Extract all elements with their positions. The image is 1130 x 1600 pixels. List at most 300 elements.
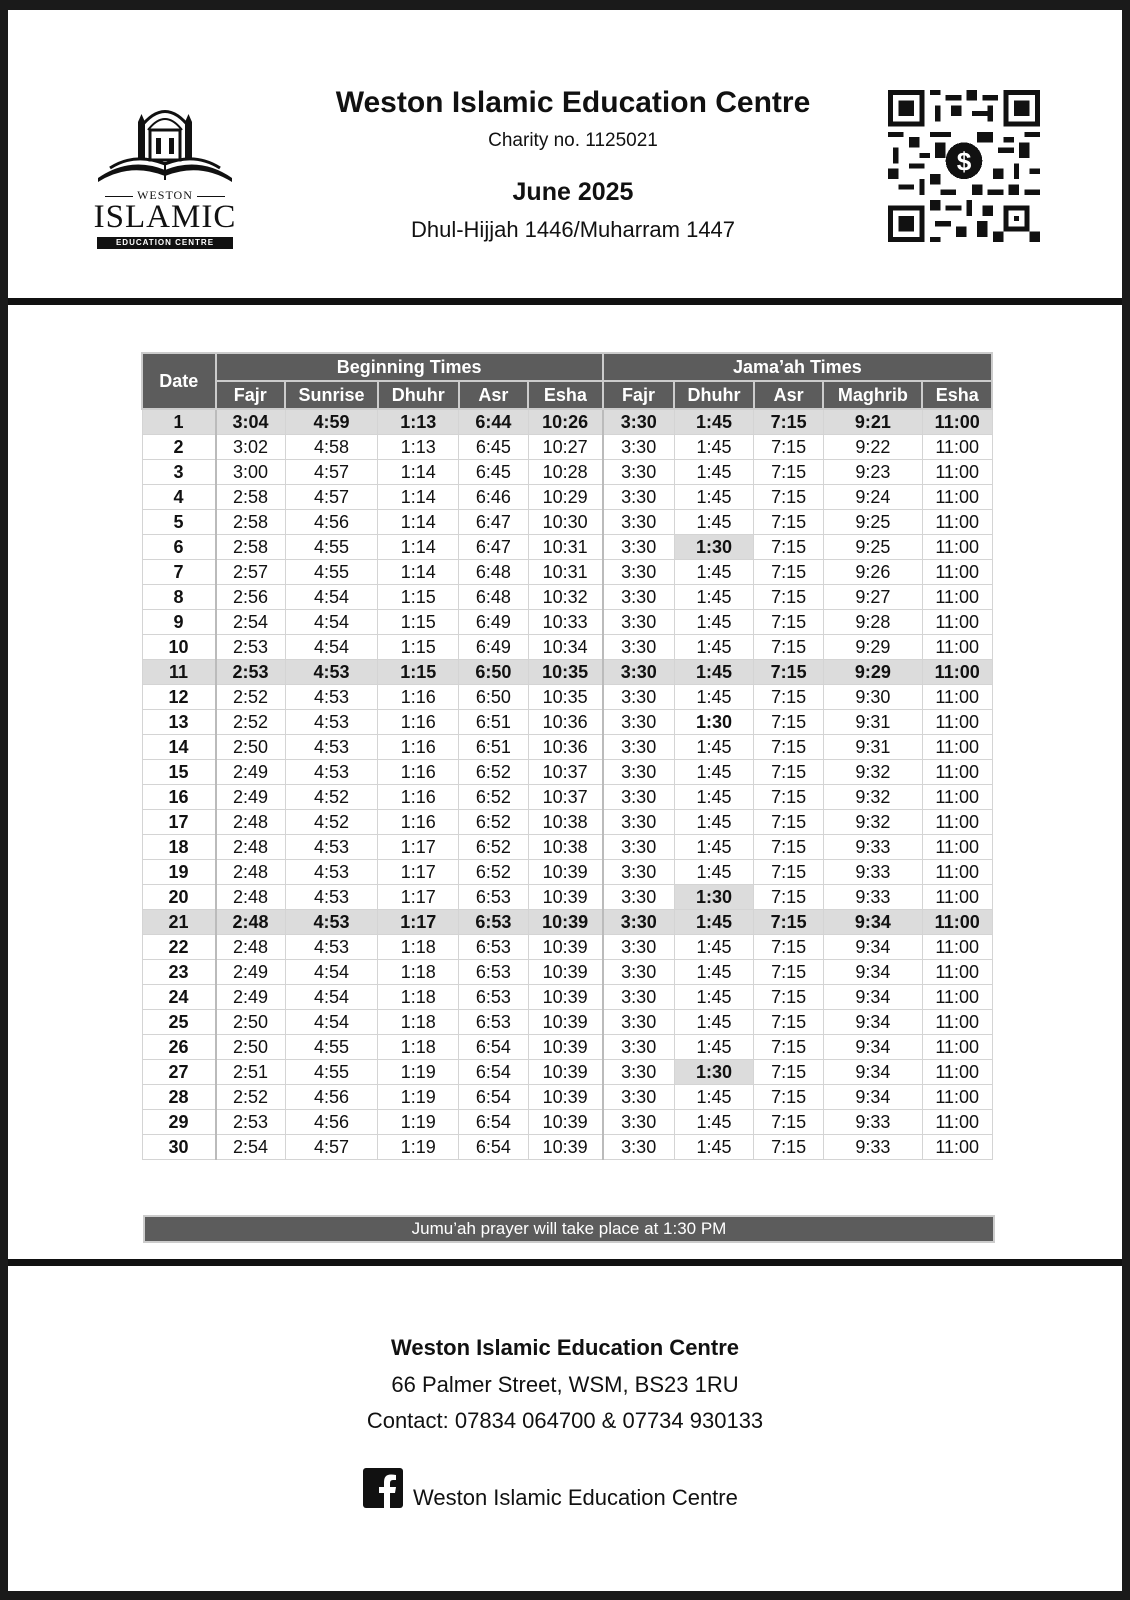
jamaah-times-header: Jama’ah Times	[603, 353, 992, 381]
time-cell: 1:17	[378, 860, 459, 885]
time-cell: 11:00	[922, 685, 992, 710]
table-row	[142, 1135, 992, 1160]
time-cell: 1:13	[378, 409, 459, 435]
time-cell: 7:15	[754, 985, 823, 1010]
time-cell: 1:16	[378, 785, 459, 810]
time-cell: 10:35	[528, 685, 603, 710]
table-row	[142, 409, 992, 435]
time-cell: 1:45	[674, 860, 754, 885]
time-cell: 1:45	[674, 635, 754, 660]
beginning-times-header: Beginning Times	[216, 353, 603, 381]
column-header: Dhuhr	[378, 381, 459, 409]
table-row	[142, 785, 992, 810]
time-cell: 10:36	[528, 735, 603, 760]
time-cell: 4:58	[285, 435, 378, 460]
time-cell: 10:37	[528, 785, 603, 810]
time-cell: 3:30	[603, 960, 675, 985]
time-cell: 1:45	[674, 485, 754, 510]
time-cell: 7:15	[754, 960, 823, 985]
time-cell: 6:50	[459, 685, 528, 710]
time-cell: 1:16	[378, 760, 459, 785]
time-cell: 6:45	[459, 460, 528, 485]
date-cell: 14	[142, 735, 216, 760]
date-cell: 10	[142, 635, 216, 660]
time-cell: 1:45	[674, 1135, 754, 1160]
time-cell: 11:00	[922, 785, 992, 810]
time-cell: 2:48	[216, 910, 285, 935]
time-cell: 9:22	[823, 435, 922, 460]
time-cell: 1:15	[378, 660, 459, 685]
table-row	[142, 985, 992, 1010]
time-cell: 2:54	[216, 610, 285, 635]
time-cell: 2:53	[216, 660, 285, 685]
time-cell: 3:02	[216, 435, 285, 460]
time-cell: 4:53	[285, 660, 378, 685]
time-cell: 9:30	[823, 685, 922, 710]
time-cell: 9:32	[823, 785, 922, 810]
time-cell: 1:16	[378, 810, 459, 835]
time-cell: 10:39	[528, 960, 603, 985]
time-cell: 10:34	[528, 635, 603, 660]
time-cell: 3:30	[603, 560, 675, 585]
time-cell: 1:16	[378, 685, 459, 710]
table-row	[142, 1035, 992, 1060]
time-cell: 11:00	[922, 510, 992, 535]
time-cell: 4:54	[285, 985, 378, 1010]
table-row	[142, 710, 992, 735]
time-cell: 9:33	[823, 860, 922, 885]
column-header: Dhuhr	[674, 381, 754, 409]
time-cell: 6:53	[459, 935, 528, 960]
time-cell: 1:14	[378, 560, 459, 585]
time-cell: 9:34	[823, 1010, 922, 1035]
time-cell: 10:29	[528, 485, 603, 510]
time-cell: 10:39	[528, 985, 603, 1010]
time-cell: 1:45	[674, 1035, 754, 1060]
qr-code-icon	[888, 90, 1040, 242]
time-cell: 2:52	[216, 685, 285, 710]
time-cell: 10:38	[528, 810, 603, 835]
time-cell: 3:30	[603, 610, 675, 635]
logo-islamic-text: ISLAMIC	[93, 199, 237, 235]
column-header: Esha	[922, 381, 992, 409]
time-cell: 11:00	[922, 585, 992, 610]
time-cell: 1:30	[674, 535, 754, 560]
time-cell: 9:33	[823, 1110, 922, 1135]
timetable-page	[8, 10, 1122, 1591]
table-row	[142, 485, 992, 510]
time-cell: 11:00	[922, 535, 992, 560]
time-cell: 11:00	[922, 560, 992, 585]
time-cell: 1:19	[378, 1060, 459, 1085]
date-cell: 17	[142, 810, 216, 835]
time-cell: 9:29	[823, 660, 922, 685]
date-cell: 13	[142, 710, 216, 735]
time-cell: 11:00	[922, 1135, 992, 1160]
time-cell: 4:53	[285, 910, 378, 935]
time-cell: 9:31	[823, 735, 922, 760]
time-cell: 6:52	[459, 785, 528, 810]
time-cell: 1:45	[674, 1110, 754, 1135]
date-cell: 9	[142, 610, 216, 635]
time-cell: 2:53	[216, 1110, 285, 1135]
logo-education-band: EDUCATION CENTRE	[97, 237, 233, 249]
time-cell: 1:17	[378, 885, 459, 910]
time-cell: 10:31	[528, 560, 603, 585]
date-cell: 18	[142, 835, 216, 860]
time-cell: 3:30	[603, 885, 675, 910]
time-cell: 10:26	[528, 409, 603, 435]
time-cell: 1:45	[674, 1010, 754, 1035]
time-cell: 7:15	[754, 510, 823, 535]
time-cell: 7:15	[754, 560, 823, 585]
time-cell: 1:45	[674, 760, 754, 785]
time-cell: 9:32	[823, 810, 922, 835]
time-cell: 1:16	[378, 710, 459, 735]
time-cell: 1:15	[378, 610, 459, 635]
table-row	[142, 910, 992, 935]
time-cell: 2:50	[216, 735, 285, 760]
time-cell: 3:30	[603, 460, 675, 485]
time-cell: 10:39	[528, 1010, 603, 1035]
time-cell: 1:45	[674, 835, 754, 860]
time-cell: 11:00	[922, 735, 992, 760]
time-cell: 1:14	[378, 485, 459, 510]
date-cell: 5	[142, 510, 216, 535]
time-cell: 4:57	[285, 485, 378, 510]
table-row	[142, 1110, 992, 1135]
time-cell: 7:15	[754, 535, 823, 560]
date-cell: 3	[142, 460, 216, 485]
time-cell: 3:30	[603, 435, 675, 460]
time-cell: 3:30	[603, 409, 675, 435]
date-cell: 27	[142, 1060, 216, 1085]
time-cell: 11:00	[922, 885, 992, 910]
time-cell: 6:46	[459, 485, 528, 510]
time-cell: 11:00	[922, 1035, 992, 1060]
time-cell: 1:45	[674, 985, 754, 1010]
time-cell: 4:54	[285, 960, 378, 985]
date-cell: 4	[142, 485, 216, 510]
time-cell: 9:33	[823, 885, 922, 910]
time-cell: 11:00	[922, 1110, 992, 1135]
time-cell: 10:39	[528, 910, 603, 935]
time-cell: 11:00	[922, 1060, 992, 1085]
time-cell: 1:19	[378, 1135, 459, 1160]
time-cell: 11:00	[922, 409, 992, 435]
table-row	[142, 535, 992, 560]
time-cell: 11:00	[922, 910, 992, 935]
time-cell: 9:34	[823, 1035, 922, 1060]
date-cell: 2	[142, 435, 216, 460]
time-cell: 11:00	[922, 760, 992, 785]
time-cell: 7:15	[754, 1110, 823, 1135]
time-cell: 6:53	[459, 885, 528, 910]
time-cell: 1:30	[674, 710, 754, 735]
time-cell: 6:52	[459, 810, 528, 835]
time-cell: 3:30	[603, 635, 675, 660]
table-row	[142, 810, 992, 835]
time-cell: 2:58	[216, 510, 285, 535]
time-cell: 4:55	[285, 1035, 378, 1060]
footer-centre-name: Weston Islamic Education Centre	[390, 1335, 739, 1360]
time-cell: 4:52	[285, 785, 378, 810]
time-cell: 11:00	[922, 810, 992, 835]
table-row	[142, 435, 992, 460]
charity-number: Charity no. 1125021	[488, 130, 658, 151]
time-cell: 2:49	[216, 785, 285, 810]
column-header: Fajr	[603, 381, 675, 409]
time-cell: 10:39	[528, 860, 603, 885]
time-cell: 4:56	[285, 1110, 378, 1135]
time-cell: 1:16	[378, 735, 459, 760]
time-cell: 11:00	[922, 835, 992, 860]
time-cell: 1:19	[378, 1085, 459, 1110]
time-cell: 4:53	[285, 760, 378, 785]
svg-text:$: $	[956, 146, 972, 177]
time-cell: 6:53	[459, 1010, 528, 1035]
date-cell: 22	[142, 935, 216, 960]
time-cell: 1:45	[674, 1085, 754, 1110]
time-cell: 11:00	[922, 610, 992, 635]
time-cell: 4:53	[285, 885, 378, 910]
time-cell: 3:00	[216, 460, 285, 485]
time-cell: 9:21	[823, 409, 922, 435]
time-cell: 11:00	[922, 1010, 992, 1035]
time-cell: 3:30	[603, 710, 675, 735]
time-cell: 10:39	[528, 885, 603, 910]
time-cell: 4:57	[285, 460, 378, 485]
time-cell: 4:56	[285, 1085, 378, 1110]
time-cell: 4:53	[285, 835, 378, 860]
time-cell: 4:53	[285, 935, 378, 960]
time-cell: 10:39	[528, 1085, 603, 1110]
table-row	[142, 685, 992, 710]
time-cell: 1:45	[674, 660, 754, 685]
time-cell: 1:19	[378, 1110, 459, 1135]
time-cell: 1:45	[674, 409, 754, 435]
time-cell: 2:52	[216, 710, 285, 735]
time-cell: 2:50	[216, 1010, 285, 1035]
time-cell: 4:54	[285, 635, 378, 660]
column-header: Asr	[459, 381, 528, 409]
time-cell: 9:34	[823, 960, 922, 985]
time-cell: 7:15	[754, 409, 823, 435]
jumuah-note: Jumu’ah prayer will take place at 1:30 PM	[143, 1215, 995, 1243]
time-cell: 7:15	[754, 435, 823, 460]
time-cell: 1:45	[674, 685, 754, 710]
footer-address: 66 Palmer Street, WSM, BS23 1RU	[391, 1372, 739, 1397]
time-cell: 11:00	[922, 985, 992, 1010]
time-cell: 7:15	[754, 835, 823, 860]
time-cell: 6:50	[459, 660, 528, 685]
time-cell: 9:34	[823, 985, 922, 1010]
time-cell: 1:18	[378, 985, 459, 1010]
facebook-page-link[interactable]: Weston Islamic Education Centre	[413, 1485, 738, 1510]
time-cell: 7:15	[754, 785, 823, 810]
time-cell: 1:45	[674, 810, 754, 835]
time-cell: 2:56	[216, 585, 285, 610]
time-cell: 10:39	[528, 935, 603, 960]
time-cell: 10:39	[528, 1135, 603, 1160]
column-header: Esha	[528, 381, 603, 409]
time-cell: 2:49	[216, 960, 285, 985]
time-cell: 7:15	[754, 910, 823, 935]
time-cell: 9:29	[823, 635, 922, 660]
time-cell: 1:30	[674, 1060, 754, 1085]
time-cell: 6:53	[459, 960, 528, 985]
time-cell: 6:44	[459, 409, 528, 435]
time-cell: 2:51	[216, 1060, 285, 1085]
time-cell: 4:54	[285, 585, 378, 610]
time-cell: 1:14	[378, 460, 459, 485]
time-cell: 2:53	[216, 635, 285, 660]
time-cell: 6:52	[459, 835, 528, 860]
time-cell: 2:49	[216, 985, 285, 1010]
table-row	[142, 760, 992, 785]
time-cell: 4:53	[285, 685, 378, 710]
time-cell: 1:45	[674, 560, 754, 585]
time-cell: 10:35	[528, 660, 603, 685]
table-row	[142, 835, 992, 860]
time-cell: 2:57	[216, 560, 285, 585]
time-cell: 9:32	[823, 760, 922, 785]
logo-weston-text: WESTON	[90, 188, 240, 203]
time-cell: 1:45	[674, 910, 754, 935]
table-row	[142, 1060, 992, 1085]
date-cell: 23	[142, 960, 216, 985]
time-cell: 9:25	[823, 510, 922, 535]
time-cell: 4:53	[285, 735, 378, 760]
time-cell: 3:30	[603, 1035, 675, 1060]
month-heading: June 2025	[512, 178, 634, 206]
time-cell: 7:15	[754, 610, 823, 635]
time-cell: 6:53	[459, 910, 528, 935]
table-row	[142, 460, 992, 485]
time-cell: 2:58	[216, 535, 285, 560]
table-row	[142, 585, 992, 610]
table-row	[142, 935, 992, 960]
time-cell: 1:18	[378, 1010, 459, 1035]
time-cell: 1:14	[378, 510, 459, 535]
centre-logo	[90, 90, 240, 250]
time-cell: 11:00	[922, 960, 992, 985]
time-cell: 6:49	[459, 635, 528, 660]
time-cell: 4:54	[285, 610, 378, 635]
time-cell: 9:26	[823, 560, 922, 585]
time-cell: 3:30	[603, 1085, 675, 1110]
date-column-header: Date	[142, 353, 216, 409]
time-cell: 7:15	[754, 1135, 823, 1160]
time-cell: 2:49	[216, 760, 285, 785]
date-cell: 12	[142, 685, 216, 710]
time-cell: 3:30	[603, 685, 675, 710]
time-cell: 1:45	[674, 610, 754, 635]
time-cell: 9:33	[823, 835, 922, 860]
time-cell: 11:00	[922, 460, 992, 485]
date-cell: 19	[142, 860, 216, 885]
date-cell: 11	[142, 660, 216, 685]
time-cell: 7:15	[754, 735, 823, 760]
time-cell: 4:52	[285, 810, 378, 835]
time-cell: 1:14	[378, 535, 459, 560]
time-cell: 7:15	[754, 1035, 823, 1060]
table-row	[142, 860, 992, 885]
date-cell: 16	[142, 785, 216, 810]
time-cell: 10:39	[528, 1060, 603, 1085]
time-cell: 10:33	[528, 610, 603, 635]
time-cell: 11:00	[922, 935, 992, 960]
date-cell: 25	[142, 1010, 216, 1035]
time-cell: 11:00	[922, 860, 992, 885]
table-row	[142, 560, 992, 585]
column-header: Fajr	[216, 381, 285, 409]
time-cell: 1:45	[674, 785, 754, 810]
time-cell: 3:30	[603, 1135, 675, 1160]
time-cell: 1:15	[378, 585, 459, 610]
time-cell: 10:38	[528, 835, 603, 860]
time-cell: 10:37	[528, 760, 603, 785]
time-cell: 10:28	[528, 460, 603, 485]
hijri-months: Dhul-Hijjah 1446/Muharram 1447	[410, 217, 736, 242]
time-cell: 9:27	[823, 585, 922, 610]
time-cell: 9:34	[823, 935, 922, 960]
time-cell: 9:25	[823, 535, 922, 560]
time-cell: 3:30	[603, 660, 675, 685]
time-cell: 6:54	[459, 1060, 528, 1085]
time-cell: 7:15	[754, 685, 823, 710]
time-cell: 10:32	[528, 585, 603, 610]
time-cell: 1:18	[378, 1035, 459, 1060]
time-cell: 11:00	[922, 485, 992, 510]
time-cell: 7:15	[754, 1010, 823, 1035]
time-cell: 1:45	[674, 510, 754, 535]
time-cell: 7:15	[754, 660, 823, 685]
time-cell: 11:00	[922, 660, 992, 685]
table-row	[142, 960, 992, 985]
time-cell: 1:17	[378, 910, 459, 935]
time-cell: 3:30	[603, 1060, 675, 1085]
time-cell: 6:54	[459, 1035, 528, 1060]
date-cell: 24	[142, 985, 216, 1010]
time-cell: 6:47	[459, 510, 528, 535]
time-cell: 2:54	[216, 1135, 285, 1160]
table-row	[142, 1085, 992, 1110]
date-cell: 28	[142, 1085, 216, 1110]
time-cell: 1:45	[674, 735, 754, 760]
table-row	[142, 885, 992, 910]
time-cell: 9:34	[823, 910, 922, 935]
footer-divider	[8, 1259, 1122, 1266]
column-header: Asr	[754, 381, 823, 409]
time-cell: 11:00	[922, 635, 992, 660]
time-cell: 4:57	[285, 1135, 378, 1160]
time-cell: 7:15	[754, 885, 823, 910]
facebook-icon[interactable]	[363, 1468, 403, 1508]
column-header: Maghrib	[823, 381, 922, 409]
time-cell: 9:31	[823, 710, 922, 735]
time-cell: 6:54	[459, 1135, 528, 1160]
time-cell: 1:45	[674, 935, 754, 960]
time-cell: 1:45	[674, 960, 754, 985]
time-cell: 7:15	[754, 1060, 823, 1085]
prayer-times-body	[142, 409, 992, 1160]
date-cell: 15	[142, 760, 216, 785]
time-cell: 4:59	[285, 409, 378, 435]
date-cell: 8	[142, 585, 216, 610]
time-cell: 3:30	[603, 735, 675, 760]
time-cell: 2:50	[216, 1035, 285, 1060]
